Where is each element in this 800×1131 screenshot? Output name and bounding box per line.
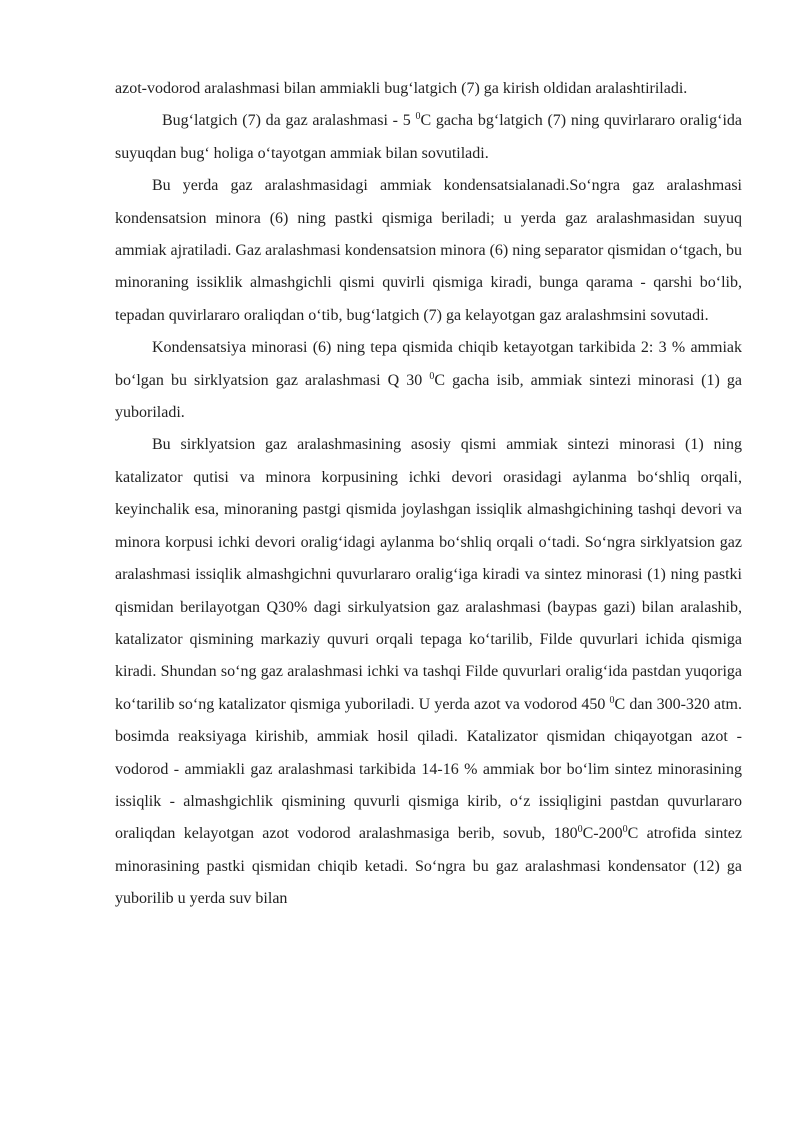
paragraph-2-text-a: Bug‘latgich (7) da gaz aralashmasi - 5 [162, 112, 416, 130]
paragraph-1: azot-vodorod aralashmasi bilan ammiakli bug‘latgich (7) ga kirish oldidan aralashtiriladi. [115, 80, 688, 97]
paragraph-5-text-b: C dan 300-320 atm. bosimda reaksiyaga kirishib, ammiak hosil qiladi. Katalizator qismidan chiqayotgan azot - vodorod - ammiakli gaz aralashmasi tarkibida 14-16 % ammiak bor bo‘lim sintez minorasining issiqlik - almashgichlik qismining quvurli qismiga kirib, o‘z issiqligini pastdan quvurlararo oraliqdan kelayotgan azot vodorod aralashmasiga berib, sovub, 180 [115, 695, 743, 843]
paragraph-2 [115, 105, 742, 170]
degree-superscript: 0 [622, 824, 628, 836]
paragraph-2-text-b: C gacha bg‘latgich (7) ning quvirlararo oralig‘ida suyuqdan bug‘ holiga o‘tayotgan ammiak bilan sovutiladi. [115, 112, 743, 162]
document-page [115, 73, 742, 916]
degree-superscript: 0 [577, 824, 583, 836]
paragraph-3: Bu yerda gaz aralashmasidagi ammiak kondensatsialanadi.So‘ngra gaz aralashmasi kondensatsion minora (6) ning pastki qismiga beriladi; u yerda gaz aralashmasidan suyuq ammiak ajratiladi. Gaz aralashmasi kondensatsion minora (6) ning separator qismidan o‘tgach, bu minoraning issiklik almashgichli qismi quvirli qismiga kiradi, bunga qarama - qarshi bo‘lib, tepadan quvirlararo oraliqdan o‘tib, bug‘latgich (7) ga kelayotgan gaz aralashmsini sovutadi. [115, 177, 742, 324]
degree-superscript: 0 [415, 111, 421, 123]
degree-superscript: 0 [609, 694, 615, 706]
paragraph-5 [115, 429, 742, 915]
degree-superscript: 0 [429, 370, 435, 382]
paragraph-4-text-b: C gacha isib, ammiak sintezi minorasi (1) ga yuboriladi. [115, 371, 742, 422]
paragraph-5-text-a: Bu sirklyatsion gaz aralashmasining asosiy qismi ammiak sintezi minorasi (1) ning katalizator qutisi va minora korpusining ichki devori orasidagi aylanma bo‘shliq orqali, keyinchalik esa, minoraning pastgi qismida joylashgan issiqlik almashgichining tashqi devori va minora korpusi ichki devori oralig‘idagi aylanma bo‘shliq orqali o‘tadi. So‘ngra sirklyatsion gaz aralashmasi issiqlik almashgichni quvurlararo oralig‘iga kiradi va sintez minorasi (1) ning pastki qismidan berilayotgan Q30% dagi sirkulyatsion gaz aralashmasi (baypas gazi) bilan aralashib, katalizator qismining markaziy quvuri orqali tepaga ko‘tarilib, Filde quvurlari ichida qismiga kiradi. Shundan so‘ng gaz aralashmasi ichki va tashqi Filde quvurlari oralig‘ida pastdan yuqoriga ko‘tarilib so‘ng katalizator qismiga yuboriladi. U yerda azot va vodorod 450 [115, 436, 742, 713]
paragraph-5-text-c: C-200 [582, 825, 623, 843]
paragraph-5-text-d: C atrofida sintez minorasining pastki qismidan chiqib ketadi. So‘ngra bu gaz aralashmasi kondensator (12) ga yuborilib u yerda suv bilan [115, 825, 742, 908]
paragraph-4-text-a: Kondensatsiya minorasi (6) ning tepa qismida chiqib ketayotgan tarkibida 2: 3 % ammiak bo‘lgan bu sirklyatsion gaz aralashmasi Q 30 [115, 339, 742, 389]
paragraph-4 [115, 332, 742, 429]
